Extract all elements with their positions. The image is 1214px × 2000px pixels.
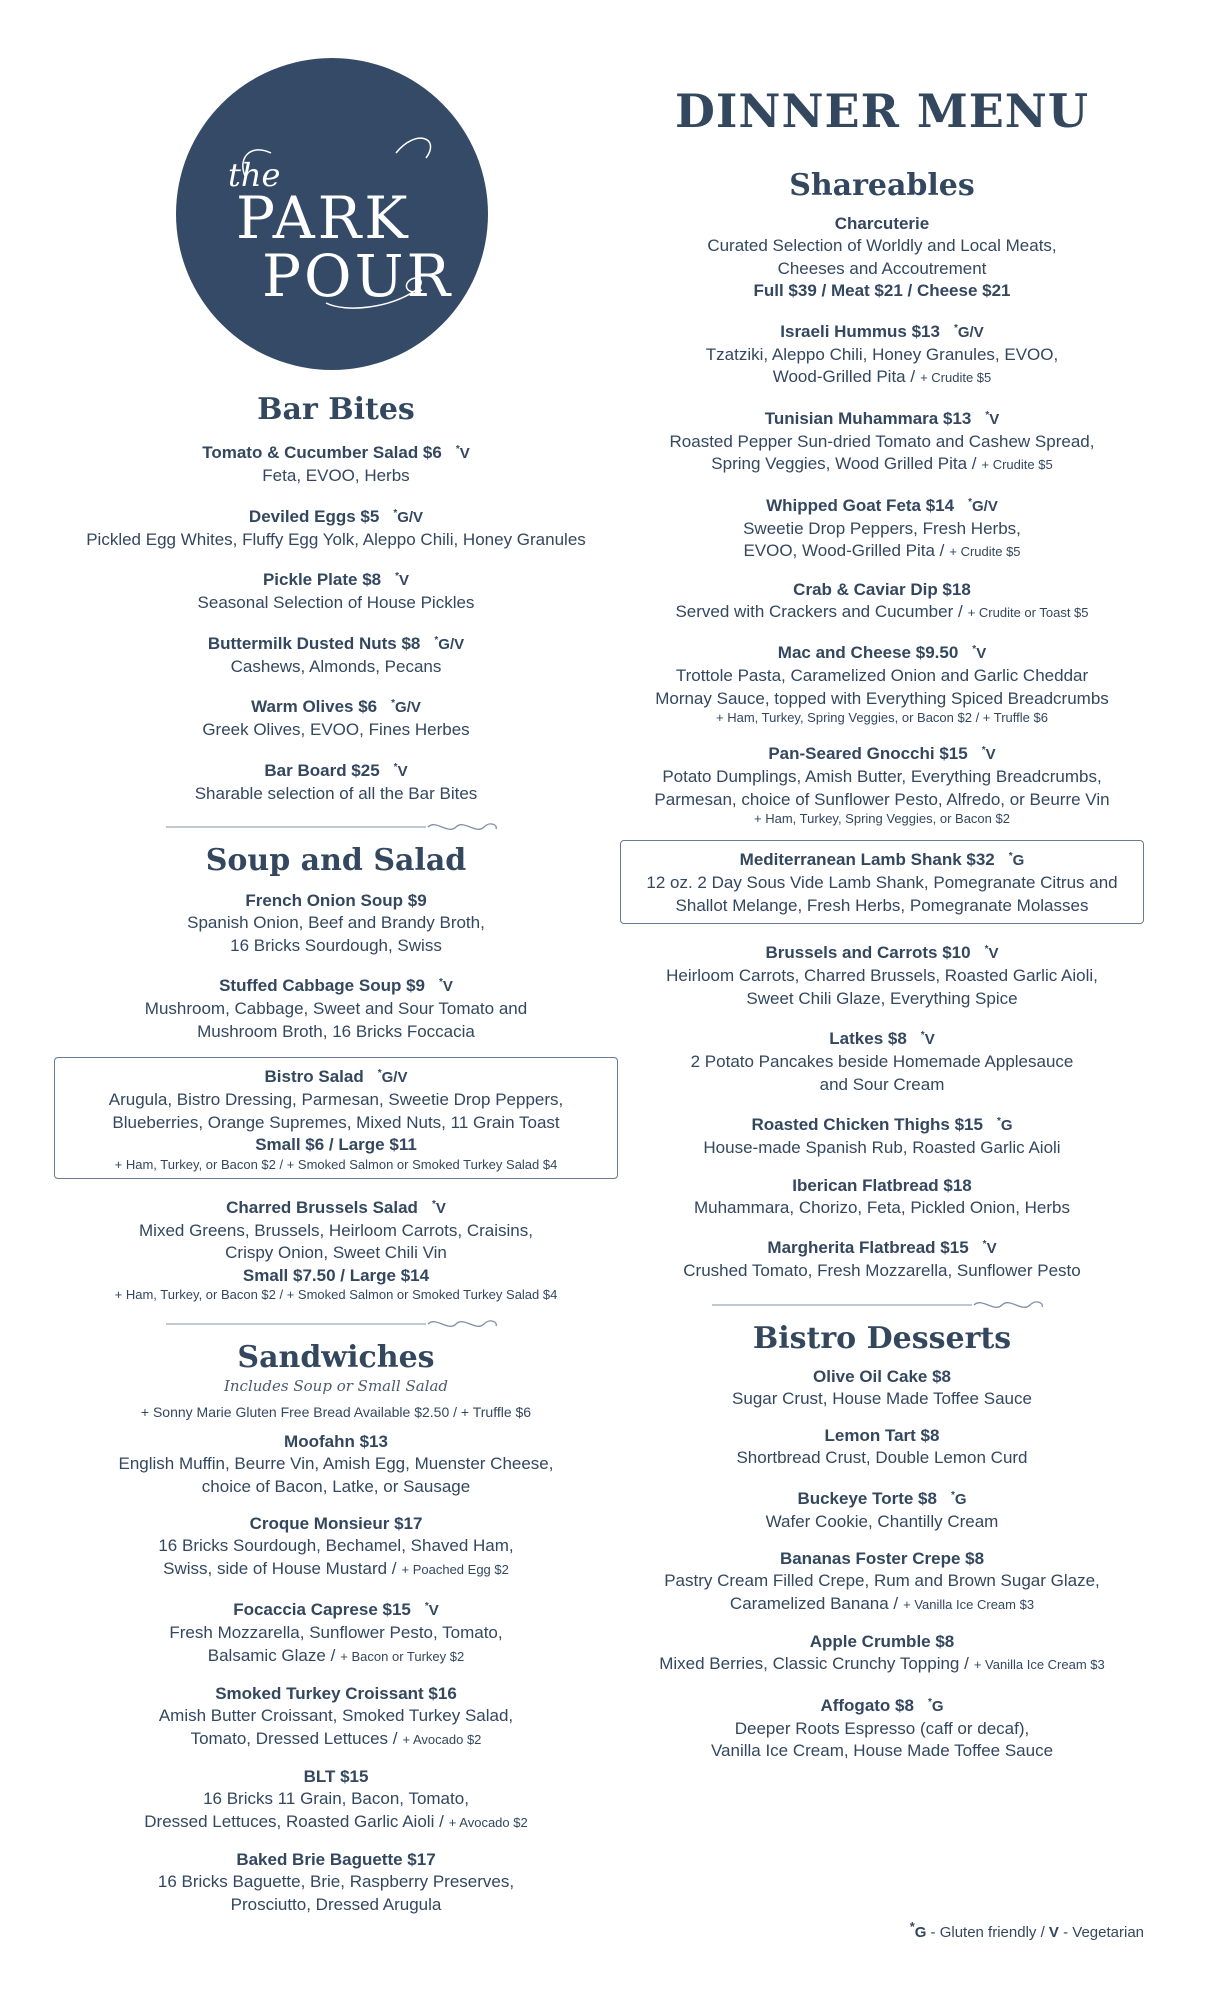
item-desc-text: Balsamic Glaze / (207, 1645, 336, 1665)
item-desc: Mixed Greens, Brussels, Heirloom Carrots, Craisins, (139, 1220, 533, 1240)
item-desc: Potato Dumplings, Amish Butter, Everything Breadcrumbs, (662, 767, 1102, 786)
item-price: Small $7.50 / Large $14 (242, 1265, 430, 1285)
menu-item (622, 938, 1142, 1010)
menu-item (56, 1682, 616, 1751)
menu-item (56, 692, 616, 742)
item-name (622, 1024, 1142, 1051)
item-name-text: Apple Crumble $8 (809, 1632, 955, 1651)
menu-item (622, 1024, 1142, 1096)
menu-item (56, 756, 616, 806)
dietary-tag: *V (424, 1601, 439, 1619)
item-desc-text: Cashews, Almonds, Pecans (230, 656, 442, 676)
item-desc (622, 518, 1142, 541)
item-desc-text: Shortbread Crust, Double Lemon Curd (736, 1448, 1028, 1467)
menu-title: DINNER MENU (675, 84, 1089, 138)
legend-g: G (914, 1924, 927, 1941)
item-name (56, 1682, 616, 1705)
pan-seared-gnocchi-item (622, 739, 1142, 826)
item-desc-text: Roasted Pepper Sun-dried Tomato and Cashew Spread, (669, 431, 1095, 451)
item-name (622, 317, 1142, 344)
item-name (622, 1630, 1142, 1653)
item-desc (622, 1653, 1142, 1677)
tag-text: V (924, 1031, 935, 1048)
item-desc-text: Amish Butter Croissant, Smoked Turkey Salad, (158, 1706, 514, 1725)
item-desc (622, 1137, 1142, 1160)
item-name-text: Moofahn $13 (284, 1432, 388, 1451)
item-desc (622, 965, 1142, 988)
item-desc-text: 16 Bricks Baguette, Brie, Raspberry Preserves, (157, 1872, 515, 1891)
item-name (622, 938, 1142, 965)
sandwiches-heading: Sandwiches (237, 1340, 435, 1375)
item-name-text: Mediterranean Lamb Shank $32 (739, 850, 995, 869)
item-desc: Parmesan, choice of Sunflower Pesto, Alfredo, or Beurre Vin (654, 789, 1110, 809)
item-desc-text: Dressed Lettuces, Roasted Garlic Aioli / (144, 1811, 444, 1831)
menu-item (622, 317, 1142, 390)
item-desc-text: Caramelized Banana / (729, 1593, 899, 1613)
item-desc (56, 1645, 616, 1669)
item-name-text: Deviled Eggs $5 (248, 506, 380, 526)
item-name: French Onion Soup $9 (245, 891, 427, 910)
tag-text: V (989, 410, 1000, 428)
tag-text: G/V (397, 508, 424, 526)
item-name-text: Stuffed Cabbage Soup $9 (219, 976, 425, 995)
item-name (622, 638, 1142, 665)
item-desc: Mushroom Broth, 16 Bricks Foccacia (197, 1021, 475, 1041)
item-name (622, 1484, 1142, 1511)
item-desc (622, 1718, 1142, 1741)
item-desc-text: Sharable selection of all the Bar Bites (194, 783, 478, 803)
tag-text: V (435, 1199, 446, 1217)
menu-item (622, 1691, 1142, 1763)
item-addons: + Crudite or Toast $5 (967, 604, 1089, 620)
item-desc-text: Sweetie Drop Peppers, Fresh Herbs, (743, 518, 1021, 538)
item-desc (56, 1622, 616, 1645)
item-name-text: Israeli Hummus $13 (780, 321, 940, 341)
item-addons: + Crudite $5 (949, 544, 1021, 559)
tag-text: V (986, 1240, 997, 1257)
soup-salad-heading: Soup and Salad (205, 843, 467, 878)
sandwiches-list (56, 1430, 616, 1916)
item-desc-text: Wafer Cookie, Chantilly Cream (765, 1511, 999, 1531)
tag-text: G/V (381, 1069, 408, 1086)
item-name (622, 1691, 1142, 1718)
mac-and-cheese-item (622, 638, 1142, 725)
menu-item (622, 1365, 1142, 1411)
item-name-text: Tomato & Cucumber Salad $6 (202, 443, 442, 462)
sandwiches-note: + Sonny Marie Gluten Free Bread Available $2.50 / + Truffle $6 (140, 1404, 532, 1420)
item-desc (56, 1894, 616, 1917)
item-desc (56, 783, 616, 806)
item-desc-text: Tzatziki, Aleppo Chili, Honey Granules, EVOO, (705, 344, 1059, 364)
item-desc (622, 1074, 1142, 1097)
item-desc: Mushroom, Cabbage, Sweet and Sour Tomato and (144, 999, 528, 1018)
menu-item (56, 629, 616, 679)
item-desc: Mornay Sauce, topped with Everything Spiced Breadcrumbs (655, 688, 1109, 708)
menu-item (622, 491, 1142, 564)
tag-text: V (397, 762, 408, 780)
item-name-text: Iberican Flatbread $18 (792, 1175, 972, 1195)
item-name-text: Tunisian Muhammara $13 (764, 408, 972, 428)
charcuterie-item (622, 212, 1142, 303)
item-desc (622, 453, 1142, 477)
item-name (56, 756, 616, 783)
shareables-list-2 (622, 938, 1142, 1283)
item-name-text: Smoked Turkey Croissant $16 (215, 1684, 457, 1703)
item-desc (622, 1260, 1142, 1283)
menu-item (56, 565, 616, 615)
item-price: Full $39 / Meat $21 / Cheese $21 (753, 281, 1011, 300)
item-name-text: Olive Oil Cake $8 (813, 1366, 951, 1386)
item-name-text: Margherita Flatbread $15 (767, 1238, 969, 1257)
menu-item (622, 1424, 1142, 1470)
item-desc (56, 1871, 616, 1894)
menu-item (622, 1233, 1142, 1283)
legend-g-mark: *G (909, 1920, 927, 1941)
item-name (59, 1062, 613, 1089)
dietary-tag: *V (985, 409, 1000, 428)
item-desc-text: Sugar Crust, House Made Toffee Sauce (732, 1388, 1032, 1408)
item-desc (622, 1593, 1142, 1617)
legend-g-text: - Gluten friendly / (930, 1924, 1045, 1941)
item-name-text: Brussels and Carrots $10 (765, 943, 971, 962)
item-name-text: Latkes $8 (829, 1029, 907, 1048)
dietary-tag: *V (393, 761, 408, 780)
bistro-salad-item (54, 1057, 618, 1179)
item-desc: 16 Bricks Sourdough, Swiss (230, 935, 442, 955)
item-name (56, 565, 616, 592)
item-name (622, 1233, 1142, 1260)
dietary-tag: *G/V (968, 496, 998, 515)
item-desc-text: Seasonal Selection of House Pickles (197, 593, 475, 612)
tag-text: V (988, 945, 999, 962)
item-addons: + Vanilla Ice Cream $3 (973, 1657, 1105, 1672)
tag-text: V (428, 1602, 439, 1619)
dietary-tag: *G/V (434, 634, 465, 653)
item-desc-text: Pickled Egg Whites, Fluffy Egg Yolk, Aleppo Chili, Honey Granules (86, 529, 586, 549)
item-name (622, 1174, 1142, 1197)
divider (166, 819, 506, 835)
item-desc: Trottole Pasta, Caramelized Onion and Garlic Cheddar (675, 666, 1089, 685)
menu-item (56, 1512, 616, 1581)
stuffed-cabbage-soup-item (56, 971, 616, 1043)
item-desc (56, 1558, 616, 1582)
item-desc (622, 1197, 1142, 1220)
item-desc-text: Muhammara, Chorizo, Feta, Pickled Onion, Herbs (693, 1197, 1071, 1217)
desserts-list (622, 1365, 1142, 1763)
item-name (622, 1424, 1142, 1447)
item-desc (622, 988, 1142, 1011)
dietary-tag: *V (972, 644, 987, 662)
item-name (56, 971, 616, 998)
item-addons: + Vanilla Ice Cream $3 (903, 1596, 1035, 1612)
item-desc-text: and Sour Cream (819, 1074, 945, 1094)
item-desc-text: Prosciutto, Dressed Arugula (230, 1894, 442, 1914)
item-desc (622, 540, 1142, 564)
tag-text: G (954, 1490, 967, 1508)
dietary-tag: *V (920, 1030, 935, 1048)
item-desc (56, 592, 616, 615)
item-name (56, 1848, 616, 1871)
item-name-text: Baked Brie Baguette $17 (236, 1850, 436, 1869)
dietary-tag: *G/V (391, 698, 421, 716)
item-desc (56, 1705, 616, 1728)
item-name-text: BLT $15 (303, 1767, 369, 1786)
menu-item (622, 578, 1142, 625)
item-name-text: Warm Olives $6 (251, 697, 378, 716)
item-desc-text: Wood-Grilled Pita / (772, 367, 916, 386)
sandwiches-subtitle: Includes Soup or Small Salad (223, 1377, 449, 1395)
item-name-text: Affogato $8 (820, 1695, 914, 1715)
item-desc: 12 oz. 2 Day Sous Vide Lamb Shank, Pomegranate Citrus and (646, 873, 1118, 892)
item-name-text: Buckeye Torte $8 (797, 1488, 937, 1508)
dietary-tag: *G (996, 1116, 1013, 1134)
dietary-tag: *V (455, 444, 470, 462)
item-name (622, 578, 1142, 601)
dietary-tag: *V (439, 977, 453, 995)
item-name-text: Focaccia Caprese $15 (233, 1600, 411, 1619)
item-desc-text: choice of Bacon, Latke, or Sausage (201, 1476, 471, 1496)
item-desc-text: Served with Crackers and Cucumber / (675, 601, 963, 621)
item-desc-text: Vanilla Ice Cream, House Made Toffee Sauce (710, 1741, 1054, 1760)
logo-the: the (228, 156, 281, 194)
item-name-text: Pickle Plate $8 (262, 570, 382, 589)
item-desc: Shallot Melange, Fresh Herbs, Pomegranate Molasses (675, 895, 1089, 915)
item-addons: + Bacon or Turkey $2 (340, 1648, 465, 1664)
item-desc-text: Spring Veggies, Wood Grilled Pita / (711, 454, 977, 473)
item-name (56, 1193, 616, 1220)
item-addons: + Ham, Turkey, or Bacon $2 / + Smoked Salmon or Smoked Turkey Salad $4 (114, 1156, 558, 1172)
desserts-heading: Bistro Desserts (752, 1320, 1012, 1356)
dietary-tag: *G (1008, 851, 1025, 869)
logo-pour: POUR (262, 242, 454, 310)
item-name-text: Roasted Chicken Thighs $15 (751, 1115, 983, 1134)
item-desc (56, 1811, 616, 1835)
item-desc-text: Deeper Roots Espresso (caff or decaf), (734, 1718, 1030, 1738)
item-name (622, 1110, 1142, 1137)
charred-brussels-salad-item (56, 1193, 616, 1303)
item-addons: + Avocado $2 (402, 1731, 482, 1747)
item-name-text: Whipped Goat Feta $14 (766, 495, 955, 515)
tag-text: V (985, 746, 996, 763)
shareables-list (622, 317, 1142, 625)
item-desc (56, 1476, 616, 1499)
menu-item (622, 1630, 1142, 1677)
dietary-legend (910, 1920, 1144, 1941)
tag-text: V (976, 645, 987, 662)
legend-v-text: - Vegetarian (1063, 1924, 1144, 1941)
item-desc: Arugula, Bistro Dressing, Parmesan, Sweetie Drop Peppers, (108, 1090, 564, 1109)
french-onion-soup-item (56, 889, 616, 957)
item-name (622, 739, 1142, 766)
menu-item (56, 1595, 616, 1668)
item-desc (622, 1511, 1142, 1534)
bar-bites-list (56, 438, 616, 805)
item-desc-text: Tomato, Dressed Lettuces / (190, 1728, 398, 1748)
item-name (622, 404, 1142, 431)
item-name-text: Buttermilk Dusted Nuts $8 (207, 633, 421, 653)
item-name (56, 438, 616, 465)
item-addons: + Crudite $5 (981, 457, 1053, 472)
item-desc-text: 16 Bricks 11 Grain, Bacon, Tomato, (203, 1789, 469, 1808)
item-addons: + Crudite $5 (920, 370, 992, 385)
menu-item (56, 1430, 616, 1498)
item-desc (56, 1453, 616, 1476)
item-name-text: Bistro Salad (264, 1067, 364, 1086)
tag-text: V (442, 978, 453, 995)
item-desc: Cheeses and Accoutrement (777, 258, 987, 278)
item-desc (622, 1051, 1142, 1074)
item-name (622, 1365, 1142, 1388)
tag-text: G/V (395, 699, 421, 716)
dietary-tag: *G/V (377, 1068, 408, 1086)
item-desc-text: Pastry Cream Filled Crepe, Rum and Brown Sugar Glaze, (664, 1571, 1100, 1590)
dietary-tag: *G/V (953, 322, 984, 341)
item-price: Small $6 / Large $11 (255, 1135, 417, 1154)
item-name (56, 1512, 616, 1535)
item-desc (56, 719, 616, 742)
item-name-text: Pan-Seared Gnocchi $15 (768, 744, 968, 763)
tag-text: G (1000, 1117, 1013, 1134)
item-name-text: Mac and Cheese $9.50 (777, 643, 959, 662)
lamb-shank-item (620, 840, 1144, 924)
logo-park: PARK (236, 184, 411, 252)
menu-item (622, 1110, 1142, 1160)
tag-text: G/V (438, 635, 465, 653)
dietary-tag: *G (927, 1696, 944, 1715)
item-desc (622, 431, 1142, 454)
tag-text: G (1012, 852, 1025, 869)
item-name (56, 502, 616, 529)
item-addons: + Ham, Turkey, Spring Veggies, or Bacon $2 / + Truffle $6 (716, 710, 1048, 725)
dietary-tag: *V (984, 944, 999, 962)
item-desc: Blueberries, Orange Supremes, Mixed Nuts, 11 Grain Toast (112, 1112, 560, 1132)
menu-item (622, 1174, 1142, 1220)
item-name (56, 629, 616, 656)
item-desc-text: 16 Bricks Sourdough, Bechamel, Shaved Ham, (158, 1536, 514, 1555)
item-desc: Spanish Onion, Beef and Brandy Broth, (187, 913, 485, 932)
item-desc-text: Swiss, side of House Mustard / (163, 1558, 397, 1578)
item-name-text: Bar Board $25 (264, 760, 380, 780)
bar-bites-heading: Bar Bites (257, 392, 415, 427)
right-column (622, 0, 1142, 1777)
item-name-text: Charred Brussels Salad (226, 1197, 418, 1217)
item-name (56, 1595, 616, 1622)
item-name (625, 845, 1139, 872)
item-desc: Curated Selection of Worldly and Local Meats, (707, 236, 1057, 255)
tag-text: G (931, 1697, 944, 1715)
item-name (56, 1765, 616, 1788)
dietary-tag: *G (950, 1489, 967, 1508)
item-desc (622, 1740, 1142, 1763)
item-desc-text: Feta, EVOO, Herbs (262, 466, 410, 485)
item-desc (622, 344, 1142, 367)
item-name-text: Crab & Caviar Dip $18 (793, 579, 971, 599)
item-desc-text: Crushed Tomato, Fresh Mozzarella, Sunflower Pesto (683, 1261, 1081, 1280)
item-desc (56, 465, 616, 488)
dietary-tag: *V (981, 745, 996, 763)
item-desc-text: Mixed Berries, Classic Crunchy Topping / (659, 1654, 969, 1673)
tag-text: V (459, 445, 470, 462)
menu-item (622, 1484, 1142, 1534)
item-desc-text: Heirloom Carrots, Charred Brussels, Roasted Garlic Aioli, (666, 966, 1098, 985)
item-desc-text: House-made Spanish Rub, Roasted Garlic Aioli (703, 1138, 1061, 1157)
item-desc (56, 1788, 616, 1811)
tag-text: G/V (972, 497, 998, 515)
dietary-tag: *V (982, 1239, 997, 1257)
item-addons: + Avocado $2 (448, 1814, 528, 1830)
item-desc (622, 601, 1142, 625)
item-name-text: Bananas Foster Crepe $8 (779, 1549, 985, 1568)
menu-item (56, 1765, 616, 1834)
item-desc (622, 366, 1142, 390)
item-name (56, 692, 616, 719)
menu-item (622, 404, 1142, 477)
item-name-text: Croque Monsieur $17 (249, 1514, 423, 1533)
item-desc-text: Fresh Mozzarella, Sunflower Pesto, Tomato, (169, 1623, 503, 1642)
shareables-heading: Shareables (789, 168, 975, 203)
divider (166, 1316, 506, 1332)
item-name (622, 491, 1142, 518)
item-desc (622, 1570, 1142, 1593)
item-desc-text: 2 Potato Pancakes beside Homemade Applesauce (690, 1052, 1074, 1071)
tag-text: V (399, 572, 410, 589)
item-addons: + Ham, Turkey, or Bacon $2 / + Smoked Salmon or Smoked Turkey Salad $4 (114, 1287, 558, 1302)
menu-item (56, 438, 616, 488)
item-desc (56, 529, 616, 552)
item-addons: + Poached Egg $2 (401, 1561, 509, 1577)
item-desc-text: EVOO, Wood-Grilled Pita / (743, 541, 945, 560)
item-desc-text: Sweet Chili Glaze, Everything Spice (746, 988, 1018, 1008)
dietary-tag: *V (395, 571, 410, 589)
dietary-tag: *V (431, 1198, 446, 1217)
item-desc (622, 1388, 1142, 1411)
menu-item (56, 502, 616, 552)
legend-v: V (1048, 1924, 1059, 1941)
item-desc (56, 656, 616, 679)
menu-item (622, 1547, 1142, 1616)
dietary-tag: *G/V (393, 507, 424, 526)
item-name (56, 1430, 616, 1453)
item-name: Charcuterie (834, 214, 930, 233)
tag-text: G/V (957, 323, 984, 341)
menu-item (56, 1848, 616, 1916)
item-desc: Crispy Onion, Sweet Chili Vin (225, 1243, 447, 1262)
item-desc-text: English Muffin, Beurre Vin, Amish Egg, Muenster Cheese, (118, 1454, 554, 1473)
item-desc (56, 1535, 616, 1558)
item-addons: + Ham, Turkey, Spring Veggies, or Bacon $2 (754, 811, 1010, 826)
item-desc-text: Greek Olives, EVOO, Fines Herbes (202, 720, 470, 739)
item-desc (622, 1447, 1142, 1470)
item-name-text: Lemon Tart $8 (824, 1426, 940, 1445)
item-desc (56, 1728, 616, 1752)
divider (712, 1297, 1052, 1313)
left-column (56, 0, 616, 1930)
item-name (622, 1547, 1142, 1570)
